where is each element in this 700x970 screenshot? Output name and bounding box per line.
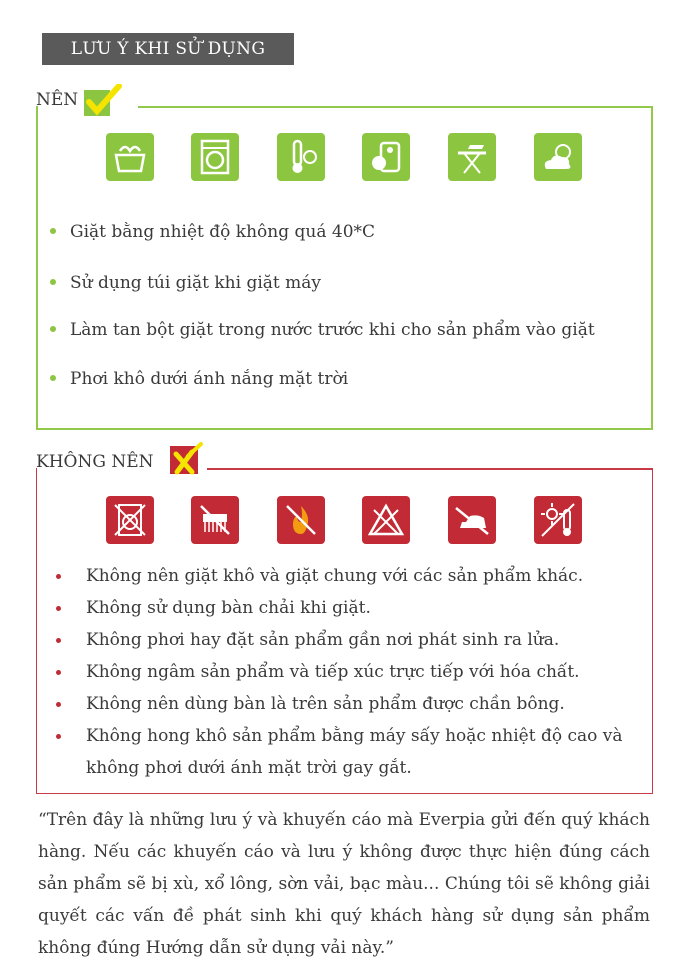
- list-item: Làm tan bột giặt trong nước trước khi cho sản phẩm vào giặt: [50, 320, 595, 340]
- disclaimer-text: “Trên đây là những lưu ý và khuyến cáo mà Everpia gửi đến quý khách hàng. Nếu các khuyến cáo và lưu ý không được thực hiện đúng cách sản phẩm sẽ bị xù, xổ lông, sờn vải, bạc màu... Chúng tôi sẽ không giải quyết các vấn đề phát sinh khi quý khách hàng sử dụng sản phẩm không đúng Hướng dẫn sử dụng vải này.”: [38, 810, 650, 958]
- no-washing-machine-icon: [106, 496, 154, 544]
- thermometer-icon: [277, 133, 325, 181]
- list-item: Không phơi hay đặt sản phẩm gần nơi phát sinh ra lửa.: [56, 624, 636, 656]
- no-fire-icon: [277, 496, 325, 544]
- cross-icon: [170, 442, 198, 470]
- list-item: Không nên dùng bàn là trên sản phẩm được chần bông.: [56, 688, 636, 720]
- should-label: NÊN: [36, 90, 79, 110]
- sun-cloud-icon: [534, 133, 582, 181]
- list-item: Giặt bằng nhiệt độ không quá 40*C: [50, 222, 375, 242]
- washing-machine-icon: [191, 133, 239, 181]
- no-brush-icon: [191, 496, 239, 544]
- no-bleach-icon: [362, 496, 410, 544]
- laundry-bag-icon: [362, 133, 410, 181]
- page-title: LƯU Ý KHI SỬ DỤNG: [42, 33, 294, 65]
- list-item: Phơi khô dưới ánh nắng mặt trời: [50, 369, 348, 389]
- no-sun-heat-icon: [534, 496, 582, 544]
- hand-wash-icon: [106, 133, 154, 181]
- list-item: Sử dụng túi giặt khi giặt máy: [50, 273, 321, 293]
- list-item: Không ngâm sản phẩm và tiếp xúc trực tiếp với hóa chất.: [56, 656, 636, 688]
- no-iron-icon: [448, 496, 496, 544]
- list-item: Không nên giặt khô và giặt chung với các sản phẩm khác.: [56, 560, 636, 592]
- ironing-board-icon: [448, 133, 496, 181]
- should-not-label: KHÔNG NÊN: [36, 452, 154, 472]
- list-item: Không sử dụng bàn chải khi giặt.: [56, 592, 636, 624]
- list-item: Không hong khô sản phẩm bằng máy sấy hoặc nhiệt độ cao và không phơi dưới ánh mặt trời gay gắt.: [56, 720, 636, 784]
